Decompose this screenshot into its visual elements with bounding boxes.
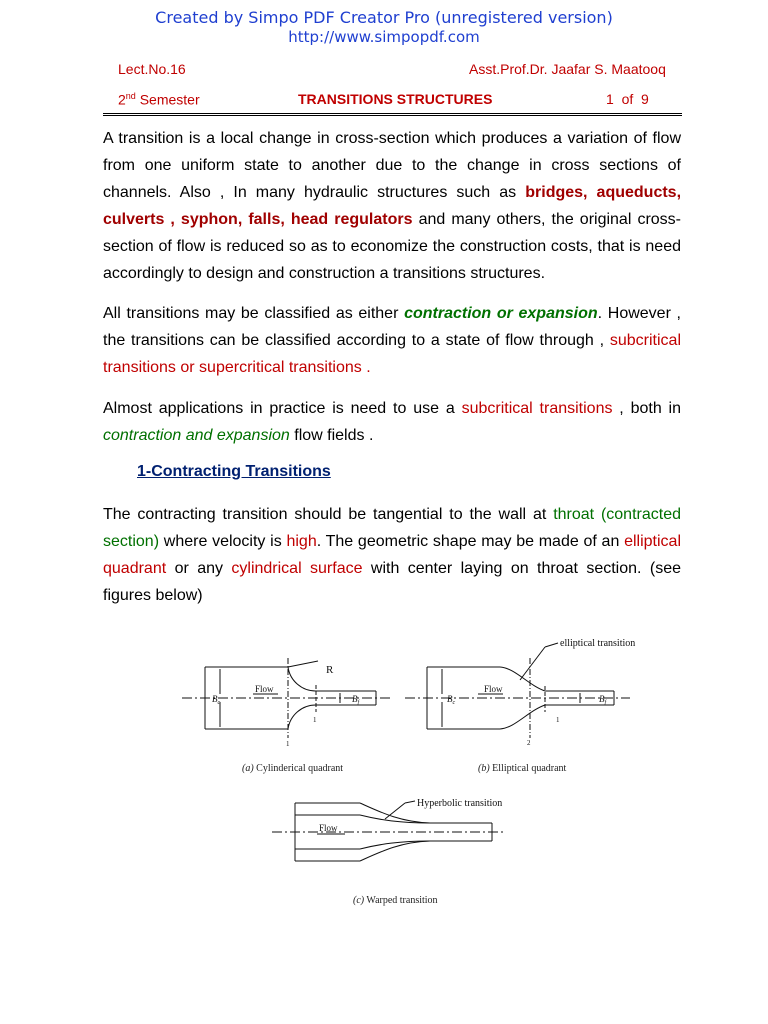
figure-b-bc-symbol: B [447,694,453,704]
figure-c-flow-label: Flow [319,823,338,833]
section-heading-contracting: 1-Contracting Transitions [137,463,331,480]
para3-text-3: flow fields . [289,427,374,444]
figure-a-caption-text: Cylinderical quadrant [253,763,344,774]
semester-label [118,91,200,108]
paragraph-applications [103,395,681,449]
figure-c-caption-letter: (c) [353,895,365,906]
page-number: 1 of 9 [606,91,649,107]
transition-figures [0,620,768,920]
para3-text-2: , both in [612,400,682,417]
figure-b-transition-label: elliptical transition [560,638,636,649]
para4-text-4: or any [166,560,232,577]
figure-b-bc-sub: c [452,700,456,706]
semester-number: 2 [118,91,126,108]
figure-b-bf-symbol: B [599,694,605,704]
figure-a-flow-label: Flow [255,684,274,694]
figure-c-transition-label: Hyperbolic transition [417,798,503,809]
para2-text-2: . However , the transitions can be classified according to a state of flow through , [103,305,681,349]
para4-text-1: The contracting transition should be tangential to the wall at [103,506,554,523]
lecture-number: Lect.No.16 [118,61,186,77]
watermark-line-1: Created by Simpo PDF Creator Pro (unregistered version) [155,8,613,27]
para3-text-1: Almost applications in practice is need to use a [103,400,462,417]
figure-b-section-2: 2 [527,739,531,747]
paragraph-contracting [103,501,681,609]
figure-a-caption-letter: (a) [242,763,254,774]
watermark-url[interactable]: http://www.simpopdf.com [288,28,480,46]
para4-text-2: where velocity is [159,533,287,550]
figure-b-bc-label [447,694,456,706]
para2-highlight-contraction-expansion: contraction or expansion [404,305,598,322]
figure-a-bf-sub: f [357,700,360,706]
paragraph-classification [103,300,681,381]
para3-highlight-contraction-expansion: contraction and expansion [103,427,290,444]
para4-highlight-high: high [286,533,317,550]
para4-highlight-throat: throat (contracted section) [103,506,681,550]
figure-a-bc-symbol: B [212,694,218,704]
figure-b-section-1: 1 [556,716,560,724]
paragraph-intro [103,125,681,287]
figure-a-section-1: 1 [286,740,290,748]
figure-c-warped-transition [272,801,505,861]
figure-c-caption [353,895,438,906]
para4-highlight-elliptical: elliptical quadrant [103,533,682,577]
document-title: TRANSITIONS STRUCTURES [298,91,493,107]
semester-suffix: nd [125,91,136,101]
figure-c-caption-text: Warped transition [364,895,438,906]
semester-word: Semester [135,91,200,108]
figure-a-bf-label [352,694,361,706]
figure-b-caption-text: Elliptical quadrant [489,763,567,774]
para2-text-1: All transitions may be classified as either [103,305,405,322]
figure-a-caption [242,763,343,774]
figure-a-radius-label: R [326,664,334,676]
figure-b-flow-label: Flow [484,684,503,694]
figure-b-caption-letter: (b) [478,763,490,774]
para2-highlight-flow-states: subcritical transitions or supercritical transitions . [103,332,681,376]
figure-b-bf-label [599,694,608,706]
para4-text-5: with center laying on throat section. (see figures below) [103,560,681,604]
para4-highlight-cylindrical: cylindrical surface [231,560,363,577]
para1-highlight-structures: bridges, aqueducts, culverts , syphon, falls, head regulators [103,184,682,228]
figure-a-bf-symbol: B [352,694,358,704]
para3-highlight-subcritical: subcritical transitions [461,400,613,417]
para4-text-3: . The geometric shape may be made of an [316,533,625,550]
para1-text-2: and many others, the original cross-section of flow is reduced so as to economize the construction costs, that is need accordingly to design and construction a transitions structures. [103,211,682,282]
figure-b-bf-sub: f [604,700,607,706]
figure-b-caption [478,763,567,774]
author-name: Asst.Prof.Dr. Jaafar S. Maatooq [469,61,666,77]
figure-b-elliptical-quadrant [405,643,630,738]
header-divider [103,113,682,116]
figure-a-section-1-inner: 1 [313,716,317,724]
para1-text-1: A transition is a local change in cross-section which produces a variation of flow from one uniform state to another due to the change in cross sections of channels. Also , In many hydraulic structures such as [103,130,681,201]
figure-a-bc-label [212,694,221,706]
figure-a-bc-sub: c [217,700,221,706]
